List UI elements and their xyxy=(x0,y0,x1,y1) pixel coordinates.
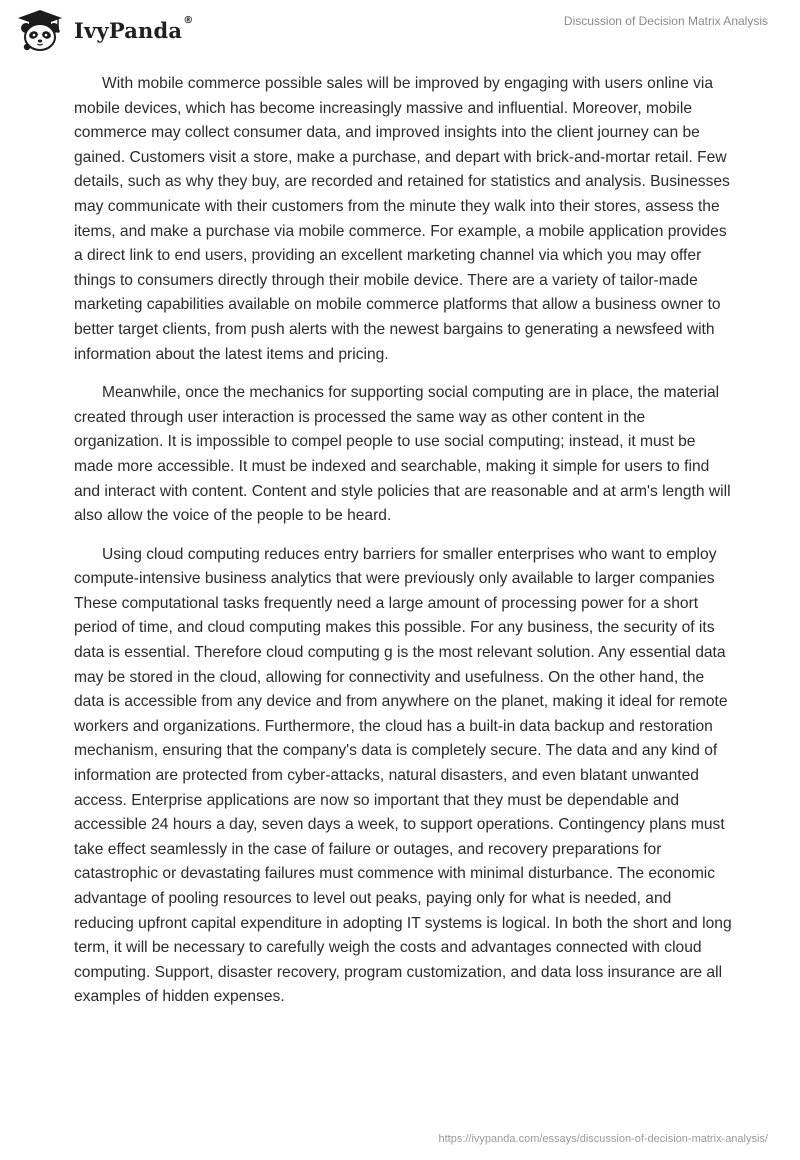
document-title: Discussion of Decision Matrix Analysis xyxy=(563,14,768,28)
registered-mark: ® xyxy=(183,14,194,26)
ivypanda-logo[interactable] xyxy=(14,8,193,52)
essay-body xyxy=(74,72,734,1024)
paragraph: With mobile commerce possible sales will be improved by engaging with users online via mobile devices, which has become increasingly massive and influential. Moreover, mobile commerce may collect consumer data, and improved insights into the client journey can be gained. Customers visit a store, make a purchase, and depart with brick-and-mortar retail. Few details, such as why they buy, are recorded and retained for statistics and analysis. Businesses may communicate with their customers from the minute they walk into their stores, assess the items, and make a purchase via mobile commerce. For example, a mobile application provides a direct link to end users, providing an excellent marketing channel via which you may offer things to consumers directly through their mobile device. There are a variety of tailor-made marketing capabilities available on mobile commerce platforms that allow a business owner to better target clients, from push alerts with the newest bargains to generating a newsfeed with information about the latest items and pricing. xyxy=(74,75,730,363)
paragraph: Meanwhile, once the mechanics for supporting social computing are in place, the material created through user interaction is processed the same way as other content in the organization. It is impossible to compel people to use social computing; instead, it must be made more accessible. It must be indexed and searchable, making it simple for users to find and interact with content. Content and style policies that are reasonable and at arm's length will also allow the voice of the people to be heard. xyxy=(74,384,731,525)
paragraph: Using cloud computing reduces entry barriers for smaller enterprises who want to employ compute-intensive business analytics that were previously only available to larger companies These computational tasks frequently need a large amount of processing power for a short period of time, and cloud computing makes this possible. For any business, the security of its data is essential. Therefore cloud computing g is the most relevant solution. Any essential data may be stored in the cloud, allowing for connectivity and usefulness. On the other hand, the data is accessible from any device and from anywhere on the planet, making it ideal for remote workers and organizations. Furthermore, the cloud has a built-in data backup and restoration mechanism, ensuring that the company's data is completely secure. The data and any kind of information are protected from cyber-attacks, natural disasters, and even blatant unwanted access. Enterprise applications are now so important that they must be dependable and accessible 24 hours a day, seven days a week, to support operations. Contingency plans must take effect seamlessly in the case of failure or outages, and recovery preparations for catastrophic or devastating failures must commence with minimal disturbance. The economic advantage of pooling resources to level out peaks, paying only for what is needed, and reducing upfront capital expenditure in adopting IT systems is logical. In both the short and long term, it will be necessary to carefully weigh the costs and advantages connected with cloud computing. Support, disaster recovery, program customization, and data loss insurance are all examples of hidden expenses. xyxy=(74,545,732,1006)
source-url[interactable]: https://ivypanda.com/essays/discussion-of-decision-matrix-analysis/ xyxy=(438,1133,768,1145)
page-header xyxy=(0,0,800,60)
logo-text: IvyPanda® xyxy=(74,14,194,43)
panda-graduate-icon xyxy=(14,8,66,52)
